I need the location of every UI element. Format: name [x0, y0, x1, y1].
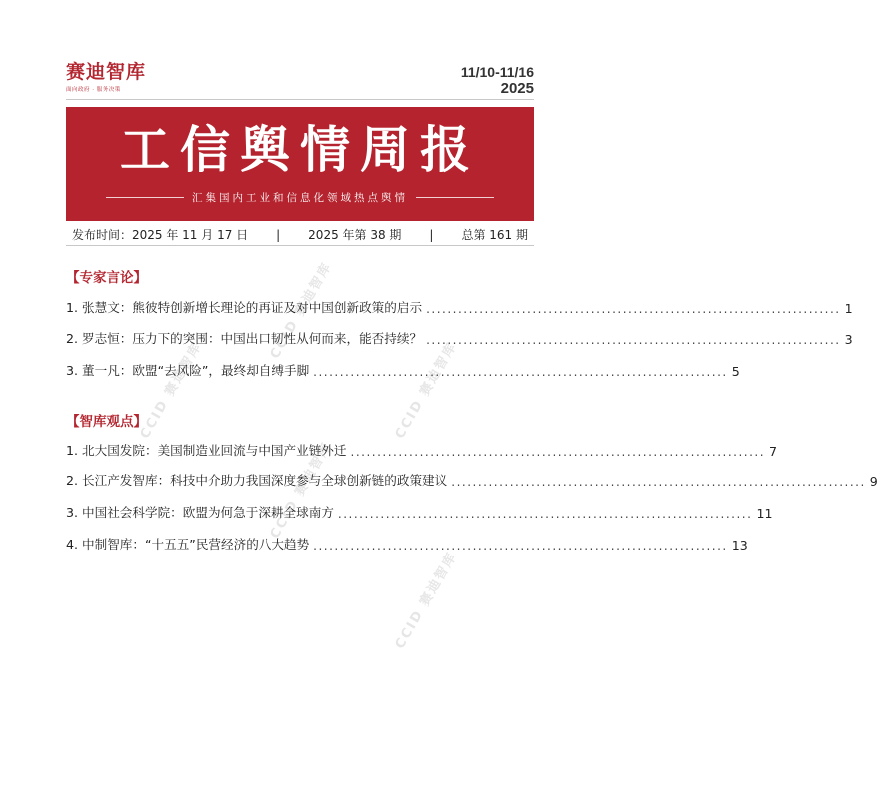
- toc-leader-dots: ..............................................................................: [426, 302, 841, 316]
- toc-item-page: 5: [731, 364, 740, 379]
- watermark: CCID 赛迪智库: [267, 259, 336, 362]
- section-title-expert: 【专家言论】: [66, 270, 147, 286]
- toc-item-title: 2. 长江产发智库：科技中介助力我国深度参与全球创新链的政策建议: [66, 473, 448, 488]
- meta-separator: |: [276, 227, 281, 242]
- toc-item-page: 3: [844, 332, 853, 347]
- toc-leader-dots: ..............................................................................: [337, 507, 753, 521]
- meta-separator: |: [429, 227, 434, 242]
- toc-item-title: 3. 中国社会科学院：欧盟为何急于深耕全球南方: [66, 505, 334, 520]
- header-divider: [66, 99, 534, 100]
- banner-subtitle-row: [66, 189, 534, 205]
- toc-item-page: 11: [756, 506, 773, 521]
- subtitle-rule-left: [106, 197, 184, 198]
- toc-item[interactable]: [66, 471, 878, 489]
- subtitle-rule-right: [416, 197, 494, 198]
- toc-leader-dots: ..............................................................................: [426, 333, 841, 347]
- watermark: CCID 赛迪智库: [392, 549, 461, 652]
- toc-item-page: 9: [869, 474, 878, 489]
- watermark: CCID 赛迪智库: [392, 339, 461, 442]
- logo-name: 赛迪智库: [66, 61, 147, 83]
- logo-tagline: 面向政府 · 服务决策: [66, 87, 121, 93]
- toc-item-page: 7: [769, 444, 778, 459]
- section-title-thinktank: 【智库观点】: [66, 414, 147, 430]
- toc-leader-dots: ..............................................................................: [451, 475, 866, 489]
- toc-leader-dots: ..............................................................................: [313, 539, 728, 553]
- toc-item-title: 2. 罗志恒：压力下的突围：中国出口韧性从何而来，能否持续？: [66, 331, 423, 346]
- toc-item-title: 4. 中制智库：“十五五”民营经济的八大趋势: [66, 537, 310, 552]
- logo: [66, 62, 146, 93]
- toc-item-title: 3. 董一凡：欧盟“去风险”，最终却自缚手脚: [66, 363, 310, 378]
- toc-item-title: 1. 北大国发院：美国制造业回流与中国产业链外迁: [66, 443, 347, 458]
- toc-item[interactable]: [66, 298, 853, 316]
- total-issue-number: 总第 161 期: [461, 228, 528, 242]
- toc-item[interactable]: [66, 441, 778, 459]
- toc-item[interactable]: [66, 503, 773, 521]
- toc-item-page: 1: [844, 301, 853, 316]
- report-title: 工信舆情周报: [120, 120, 480, 179]
- date-range: 11/10-11/16: [460, 64, 534, 80]
- watermark: CCID 赛迪智库: [267, 439, 336, 542]
- toc-item[interactable]: [66, 535, 748, 553]
- toc-leader-dots: ..............................................................................: [313, 365, 728, 379]
- toc-item[interactable]: [66, 329, 853, 347]
- issue-number: 2025 年第 38 期: [308, 228, 402, 242]
- publish-date: 发布时间：2025 年 11 月 17 日: [72, 228, 249, 242]
- issue-date: [461, 64, 534, 97]
- title-banner: [66, 107, 534, 221]
- toc-item-page: 13: [731, 538, 748, 553]
- toc-leader-dots: ..............................................................................: [350, 445, 766, 459]
- issue-year: 2025: [500, 80, 534, 97]
- report-subtitle: 汇集国内工业和信息化领域热点舆情: [192, 191, 408, 204]
- toc-item[interactable]: [66, 361, 740, 379]
- toc-item-title: 1. 张慧文：熊彼特创新增长理论的再证及对中国创新政策的启示: [66, 300, 423, 315]
- issue-meta-bar: [66, 224, 534, 246]
- watermark: CCID 赛迪智库: [137, 339, 206, 442]
